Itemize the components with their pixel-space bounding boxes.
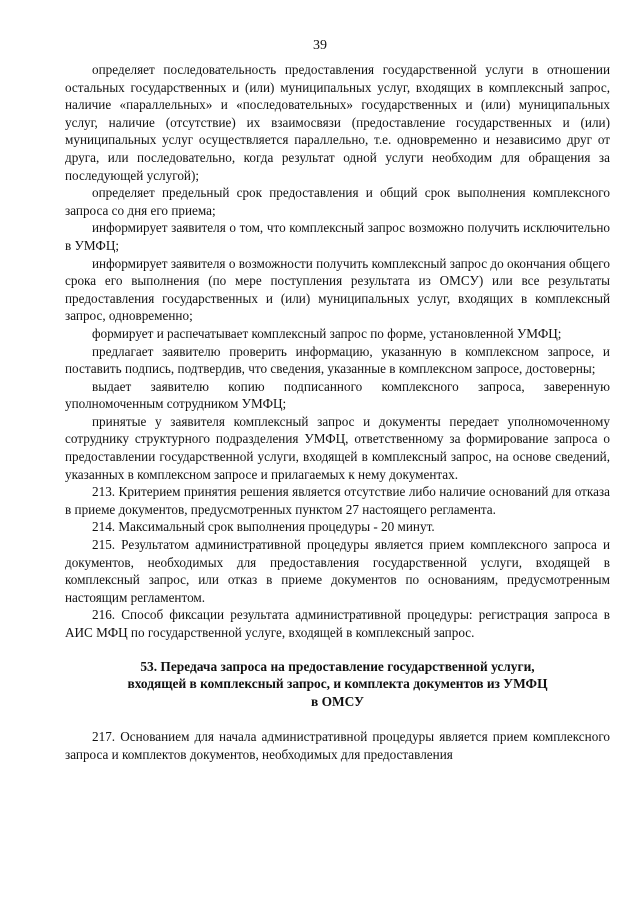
paragraph: выдает заявителю копию подписанного комплексного запроса, заверенную уполномоченным сотрудником УМФЦ; bbox=[65, 378, 610, 412]
paragraph: 213. Критерием принятия решения является отсутствие либо наличие оснований для отказа в приеме документов, предусмотренных пунктом 27 настоящего регламента. bbox=[65, 484, 610, 517]
paragraph: 214. Максимальный срок выполнения процедуры - 20 минут. bbox=[92, 519, 435, 535]
paragraph: предлагает заявителю проверить информацию, указанную в комплексном запросе, и поставить подпись, подтвердив, что сведения, указанные в комплексном запросе, достоверны; bbox=[65, 343, 610, 377]
paragraph: формирует и распечатывает комплексный запрос по форме, установленной УМФЦ; bbox=[92, 325, 562, 341]
paragraph: 215. Результатом административной процедуры является прием комплексного запроса и документов, необходимых для предоставления государственной услуги, входящей в комплексный запрос, или отказ в приеме документов по основаниям, предусмотренным настоящим регламентом. bbox=[65, 537, 610, 605]
paragraph: информирует заявителя о возможности получить комплексный запрос до окончания общего срока его выполнения (по мере поступления результата из ОМСУ) или все результаты предоставления государственных и (или) муниципальных услуг, входящих в комплексный запрос, одновременно; bbox=[65, 255, 610, 324]
section-heading: 53. Передача запроса на предоставление государственной услуги, входящей в комплексный запрос, и комплекта документов из УМФЦ в ОМСУ bbox=[127, 658, 548, 709]
paragraph: определяет предельный срок предоставления и общий срок выполнения комплексного запроса со дня его приема; bbox=[65, 185, 610, 218]
paragraph: 216. Способ фиксации результата административной процедуры: регистрация запроса в АИС МФЦ по государственной услуге, входящей в комплексный запрос. bbox=[65, 607, 610, 640]
paragraph: принятые у заявителя комплексный запрос и документы передает уполномоченному сотруднику структурного подразделения УМФЦ, ответственному за формирование запроса о предоставлении государственной услуги, входящей в комплексный запрос, на основе сведений, указанных в комплексном запросе и прилагаемых к нему документах. bbox=[65, 413, 610, 482]
paragraph: 217. Основанием для начала административной процедуры является прием комплексного запроса и комплектов документов, необходимых для предоставления bbox=[65, 729, 610, 762]
paragraph: информирует заявителя о том, что комплексный запрос возможно получить исключительно в УМФЦ; bbox=[65, 220, 610, 253]
page-number: 39 bbox=[313, 38, 327, 53]
document-body bbox=[65, 61, 610, 764]
paragraph: определяет последовательность предоставления государственной услуги в отношении остальных государственных и (или) муниципальных услуг, входящих в комплексный запрос, наличие «параллельных» и «последовательных» государственных и (или) муниципальных услуг, наличие (отсутствие) их взаимосвязи (предоставление государственных и (или) муниципальных услуг осуществляется параллельно, т.е. одновременно и независимо друг от друга, или последовательно, когда результат одной услуги необходим для обращения за последующей услугой); bbox=[65, 62, 610, 183]
